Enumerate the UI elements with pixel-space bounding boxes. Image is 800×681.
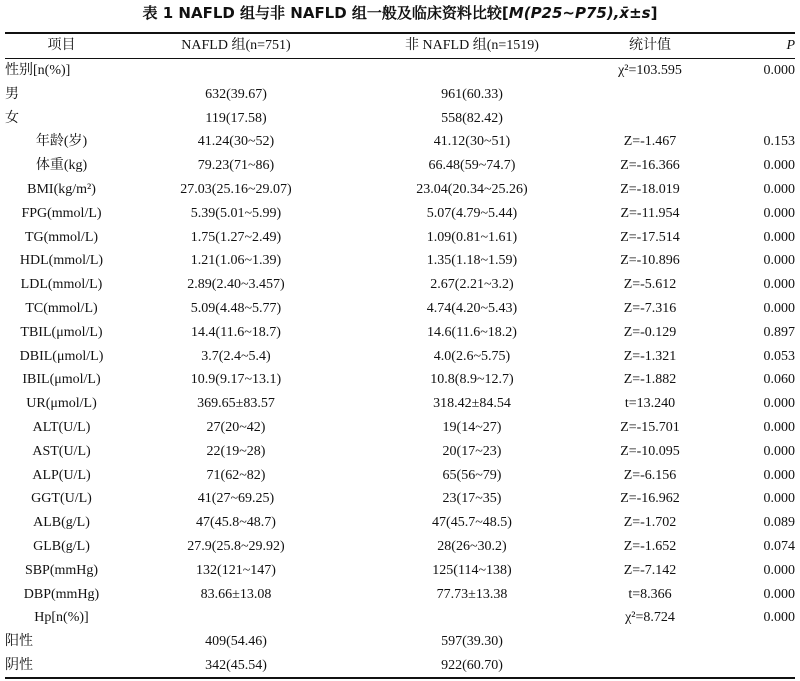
table-row	[5, 559, 795, 583]
caption-stat-notation: M(P25~P75),x̄±s	[508, 4, 651, 22]
table-row	[5, 583, 795, 607]
row-nafld-value: 83.66±13.08	[200, 586, 272, 602]
row-item: UR(μmol/L)	[26, 396, 97, 412]
row-statistic: Z=-1.882	[623, 372, 677, 388]
row-item: 性别[n(%)]	[5, 63, 71, 78]
data-table	[5, 59, 795, 678]
row-statistic: Z=-15.701	[620, 419, 680, 435]
table-row	[5, 416, 795, 440]
row-statistic: Z=-10.896	[620, 253, 680, 269]
row-item: 年龄(岁)	[35, 134, 88, 150]
row-p-value: 0.060	[763, 372, 795, 388]
row-non-nafld-value: 597(39.30)	[441, 634, 503, 650]
row-item: TC(mmol/L)	[25, 300, 98, 316]
row-statistic: t=13.240	[624, 396, 676, 412]
row-nafld-value: 132(121~147)	[196, 562, 276, 578]
row-p-value	[710, 83, 795, 107]
row-p-value: 0.000	[763, 396, 795, 412]
row-nafld-value: 409(54.46)	[205, 634, 267, 650]
table-row	[5, 202, 795, 226]
row-non-nafld-value: 1.09(0.81~1.61)	[426, 229, 518, 245]
row-non-nafld-value: 28(26~30.2)	[437, 538, 507, 554]
row-non-nafld-value: 65(56~79)	[442, 467, 502, 483]
row-non-nafld-value: 961(60.33)	[441, 86, 503, 102]
caption-prefix: 表 1 NAFLD 组与非 NAFLD 组一般及临床资料比较[	[142, 4, 509, 22]
row-statistic: Z=-1.321	[623, 348, 677, 364]
row-statistic: Z=-1.652	[623, 538, 677, 554]
row-p-value: 0.000	[763, 300, 795, 316]
row-statistic: t=8.366	[628, 586, 672, 602]
row-p-value: 0.000	[763, 443, 795, 459]
table-row	[5, 107, 795, 131]
table-row	[5, 154, 795, 178]
row-p-value: 0.000	[763, 419, 795, 435]
row-non-nafld-value: 125(114~138)	[432, 562, 512, 578]
row-item: TG(mmol/L)	[24, 229, 99, 245]
row-nafld-value: 14.4(11.6~18.7)	[191, 324, 281, 340]
row-statistic	[590, 107, 710, 131]
row-nafld-value: 1.21(1.06~1.39)	[190, 253, 282, 269]
row-non-nafld-value: 19(14~27)	[442, 419, 502, 435]
table-row	[5, 345, 795, 369]
row-non-nafld-value: 47(45.7~48.5)	[432, 515, 512, 531]
row-non-nafld-value: 5.07(4.79~5.44)	[426, 205, 518, 221]
row-nafld-value: 71(62~82)	[206, 467, 266, 483]
row-nafld-value: 27.03(25.16~29.07)	[180, 181, 292, 197]
row-non-nafld-value: 66.48(59~74.7)	[428, 158, 516, 174]
row-nafld-value: 5.09(4.48~5.77)	[190, 300, 282, 316]
row-nafld-value: 1.75(1.27~2.49)	[190, 229, 282, 245]
row-nafld-value: 27(20~42)	[206, 419, 266, 435]
row-nafld-value: 369.65±83.57	[197, 396, 275, 412]
table-row	[5, 630, 795, 654]
row-nafld-value: 10.9(9.17~13.1)	[190, 372, 282, 388]
table-row	[5, 130, 795, 154]
row-statistic: Z=-7.316	[623, 300, 677, 316]
row-item: TBIL(μmol/L)	[20, 324, 103, 340]
row-item: 体重(kg)	[35, 158, 88, 174]
table-header	[5, 34, 795, 58]
row-p-value: 0.000	[763, 63, 795, 78]
row-p-value: 0.000	[763, 610, 795, 626]
table-row	[5, 321, 795, 345]
table-row	[5, 440, 795, 464]
header-item: 项目	[47, 38, 76, 53]
row-item: BMI(kg/m²)	[27, 181, 96, 197]
header-statistic: 统计值	[629, 38, 671, 53]
row-statistic: χ²=103.595	[618, 63, 682, 78]
row-nafld-value: 2.89(2.40~3.457)	[187, 277, 285, 293]
row-statistic: Z=-10.095	[620, 443, 680, 459]
row-nafld-value: 22(19~28)	[206, 443, 266, 459]
table-row	[5, 59, 795, 83]
row-p-value: 0.000	[763, 181, 795, 197]
table-row	[5, 368, 795, 392]
row-p-value: 0.000	[763, 586, 795, 602]
row-p-value: 0.000	[763, 253, 795, 269]
table-row	[5, 535, 795, 559]
row-nafld-value: 5.39(5.01~5.99)	[190, 205, 282, 221]
header-non-nafld: 非 NAFLD 组(n=1519)	[405, 38, 539, 53]
row-p-value: 0.000	[763, 158, 795, 174]
row-nafld-value: 119(17.58)	[205, 110, 267, 126]
row-p-value: 0.089	[763, 515, 795, 531]
row-non-nafld-value: 23.04(20.34~25.26)	[416, 181, 528, 197]
row-non-nafld-value	[354, 606, 590, 630]
table-row	[5, 511, 795, 535]
table-row	[5, 392, 795, 416]
row-statistic: Z=-11.954	[620, 205, 680, 221]
row-p-value: 0.000	[763, 277, 795, 293]
row-item: AST(U/L)	[32, 443, 91, 459]
row-statistic: Z=-16.366	[620, 158, 680, 174]
row-item: GGT(U/L)	[31, 491, 92, 507]
row-non-nafld-value: 20(17~23)	[442, 443, 502, 459]
row-statistic: Z=-0.129	[623, 324, 677, 340]
row-item: IBIL(μmol/L)	[22, 372, 101, 388]
table-row	[5, 606, 795, 630]
row-item: 女	[5, 110, 19, 126]
row-nafld-value: 41.24(30~52)	[197, 134, 275, 150]
table-body	[5, 59, 795, 678]
row-non-nafld-value: 23(17~35)	[442, 491, 502, 507]
row-non-nafld-value: 14.6(11.6~18.2)	[427, 324, 517, 340]
row-p-value	[710, 630, 795, 654]
row-item: 男	[5, 86, 19, 102]
table-row	[5, 178, 795, 202]
row-nafld-value: 632(39.67)	[205, 86, 267, 102]
row-nafld-value	[118, 59, 354, 83]
row-non-nafld-value: 922(60.70)	[441, 657, 503, 673]
row-item: Hp[n(%)]	[34, 610, 89, 626]
row-non-nafld-value: 2.67(2.21~3.2)	[430, 277, 514, 293]
row-non-nafld-value: 77.73±13.38	[436, 586, 508, 602]
row-statistic: χ²=8.724	[625, 610, 675, 626]
row-p-value: 0.053	[763, 348, 795, 364]
header-nafld: NAFLD 组(n=751)	[181, 38, 291, 53]
row-statistic: Z=-6.156	[623, 467, 677, 483]
row-nafld-value	[118, 606, 354, 630]
row-p-value: 0.000	[763, 467, 795, 483]
row-statistic: Z=-7.142	[623, 562, 677, 578]
row-statistic: Z=-18.019	[620, 181, 680, 197]
caption-suffix: ]	[650, 4, 658, 22]
row-non-nafld-value: 4.0(2.6~5.75)	[433, 348, 511, 364]
row-item: GLB(g/L)	[33, 538, 90, 554]
row-item: ALB(g/L)	[33, 515, 90, 531]
row-statistic: Z=-16.962	[620, 491, 680, 507]
row-non-nafld-value: 10.8(8.9~12.7)	[430, 372, 514, 388]
table-row	[5, 83, 795, 107]
row-nafld-value: 47(45.8~48.7)	[196, 515, 276, 531]
row-p-value: 0.000	[763, 205, 795, 221]
row-nafld-value: 27.9(25.8~29.92)	[187, 538, 285, 554]
row-non-nafld-value: 318.42±84.54	[433, 396, 511, 412]
row-statistic: Z=-17.514	[620, 229, 680, 245]
row-item: HDL(mmol/L)	[19, 253, 104, 269]
table-row	[5, 487, 795, 511]
table-row	[5, 297, 795, 321]
row-item: 阳性	[5, 634, 33, 650]
table-row	[5, 249, 795, 273]
row-p-value: 0.153	[763, 134, 795, 150]
row-item: DBP(mmHg)	[23, 586, 100, 602]
row-non-nafld-value	[354, 59, 590, 83]
row-item: SBP(mmHg)	[24, 562, 99, 578]
row-item: LDL(mmol/L)	[20, 277, 103, 293]
row-non-nafld-value: 558(82.42)	[441, 110, 503, 126]
row-nafld-value: 41(27~69.25)	[197, 491, 275, 507]
row-nafld-value: 342(45.54)	[205, 657, 267, 673]
row-statistic	[590, 83, 710, 107]
row-statistic	[590, 630, 710, 654]
row-p-value: 0.897	[763, 324, 795, 340]
row-p-value: 0.000	[763, 562, 795, 578]
row-non-nafld-value: 4.74(4.20~5.43)	[426, 300, 518, 316]
table-row	[5, 654, 795, 678]
table-row	[5, 226, 795, 250]
row-item: FPG(mmol/L)	[21, 205, 102, 221]
bottom-rule	[5, 677, 795, 679]
row-p-value	[710, 654, 795, 678]
row-item: ALT(U/L)	[32, 419, 91, 435]
table-row	[5, 273, 795, 297]
row-statistic: Z=-1.702	[623, 515, 677, 531]
row-p-value	[710, 107, 795, 131]
table-row	[5, 464, 795, 488]
row-non-nafld-value: 1.35(1.18~1.59)	[426, 253, 518, 269]
row-nafld-value: 3.7(2.4~5.4)	[201, 348, 271, 364]
row-p-value: 0.074	[763, 538, 795, 554]
row-item: DBIL(μmol/L)	[19, 348, 104, 364]
row-nafld-value: 79.23(71~86)	[197, 158, 275, 174]
row-item: ALP(U/L)	[32, 467, 91, 483]
row-p-value: 0.000	[763, 491, 795, 507]
header-p: P	[786, 38, 795, 53]
header-row	[5, 34, 795, 58]
row-item: 阴性	[5, 657, 33, 673]
row-statistic: Z=-1.467	[623, 134, 677, 150]
row-p-value: 0.000	[763, 229, 795, 245]
row-statistic: Z=-5.612	[623, 277, 677, 293]
row-non-nafld-value: 41.12(30~51)	[433, 134, 511, 150]
table-caption	[0, 3, 800, 23]
row-statistic	[590, 654, 710, 678]
